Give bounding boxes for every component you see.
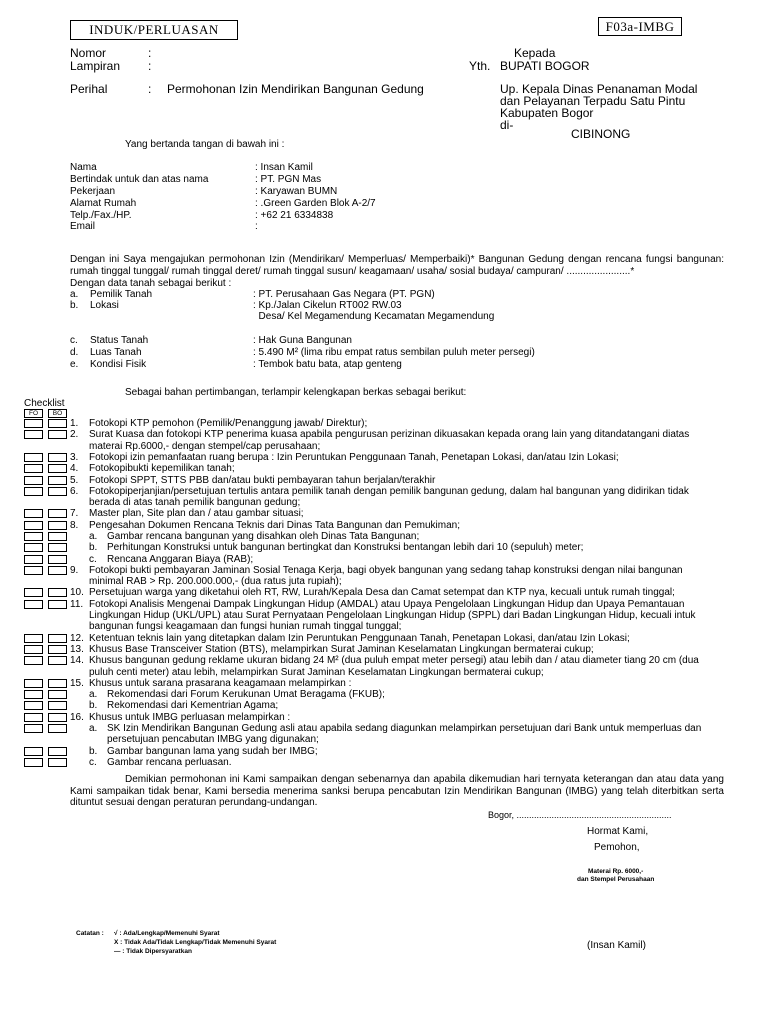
checkbox-fo xyxy=(24,509,43,518)
checkbox-fo xyxy=(24,430,43,439)
item-number: c. xyxy=(89,757,97,768)
checkbox-bo xyxy=(48,724,67,733)
checkbox-fo xyxy=(24,464,43,473)
checkbox-bo xyxy=(48,509,67,518)
item-text: Fotokopiperjanjian/persetujuan tertulis antara pemilik tanah dengan pemilik bangunan gedung, dalam hal bangunan yang didirikan tidak xyxy=(89,486,689,497)
checkbox-bo xyxy=(48,566,67,575)
item-text: Fotokopi izin pemanfaatan ruang berupa : Izin Peruntukan Penggunaan Tanah, Penetapan Lokasi, dan/atau Izin Lokasi; xyxy=(89,452,619,463)
form-code-label: F03a-IMBG xyxy=(605,19,675,34)
land-value: : Kp./Jalan Cikelun RT002 RW.03 xyxy=(253,300,402,311)
checkbox-fo xyxy=(24,747,43,756)
land-label: Luas Tanah xyxy=(90,347,142,358)
land-letter: b. xyxy=(70,300,79,311)
bo-header-box xyxy=(48,409,67,418)
recipient-line2: dan Pelayanan Terpadu Satu Pintu xyxy=(500,94,686,108)
perihal-colon: : xyxy=(148,82,152,96)
land-value: : Tembok batu bata, atap genteng xyxy=(253,359,402,370)
checkbox-fo xyxy=(24,758,43,767)
land-label: Kondisi Fisik xyxy=(90,359,147,370)
checkbox-bo xyxy=(48,634,67,643)
recipient-line4: di- xyxy=(500,118,514,132)
item-text: Khusus untuk sarana prasarana keagamaan melampirkan : xyxy=(89,678,352,689)
item-number: 5. xyxy=(70,475,79,486)
applicant-label: Nama xyxy=(70,162,97,173)
land-value: : Hak Guna Bangunan xyxy=(253,335,352,346)
checklist-title: Checklist xyxy=(24,398,65,409)
land-label: Status Tanah xyxy=(90,335,149,346)
land-label: Lokasi xyxy=(90,300,119,311)
item-text: minimal RAB > Rp. 200.000.000,- (dua ratus juta rupiah); xyxy=(89,576,342,587)
item-text: Pengesahan Dokumen Rencana Teknis dari Dinas Tata Bangunan dan Pemukiman; xyxy=(89,520,460,531)
checkbox-bo xyxy=(48,690,67,699)
item-number: 14. xyxy=(70,655,84,666)
item-text: Surat Kuasa dan fotokopi KTP penerima kuasa apabila pengurusan perizinan dikuasakan kepada orang lain yang ditandatangani diatas xyxy=(89,429,690,440)
role-text: Pemohon, xyxy=(594,842,640,853)
checkbox-bo xyxy=(48,532,67,541)
applicant-value: : xyxy=(255,221,258,232)
checkbox-fo xyxy=(24,419,43,428)
applicant-label: Email xyxy=(70,221,96,232)
item-text: Perhitungan Konstruksi untuk bangunan bertingkat dan Konstruksi bentangan lebih dari 10 (sepuluh) meter; xyxy=(107,542,584,553)
checkbox-bo xyxy=(48,453,67,462)
applicant-label: Alamat Rumah xyxy=(70,198,137,209)
item-text: Fotokopibukti kepemilikan tanah; xyxy=(89,463,235,474)
item-text: Rekomendasi dari Kementrian Agama; xyxy=(107,700,279,711)
recipient-line3: Kabupaten Bogor xyxy=(500,106,594,120)
stamp-line2: dan Stempel Perusahaan xyxy=(577,876,655,883)
checkbox-bo xyxy=(48,645,67,654)
item-number: 16. xyxy=(70,712,84,723)
item-text: bangunan fungsi keagamaan dan fungsi hunian rumah tinggal tunggal; xyxy=(89,621,402,632)
item-number: 2. xyxy=(70,429,79,440)
checkbox-bo xyxy=(48,679,67,688)
land-letter: d. xyxy=(70,347,79,358)
item-text: Fotokopi bukti pembayaran Jaminan Sosial Tenaga Kerja, bagi obyek bangunan yang sedang tahap konstruksi dengan nilai bangunan xyxy=(89,565,683,576)
notes-line1: √ : Ada/Lengkap/Memenuhi Syarat xyxy=(114,930,220,937)
item-number: 9. xyxy=(70,565,79,576)
item-text: Master plan, Site plan dan / atau gambar situasi; xyxy=(89,508,304,519)
item-number: a. xyxy=(89,723,98,734)
checkbox-fo xyxy=(24,555,43,564)
item-number: 8. xyxy=(70,520,79,531)
item-text: Khusus Base Transceiver Station (BTS), melampirkan Surat Jaminan Keselamatan Lingkungan bermaterai cukup; xyxy=(89,644,594,655)
item-number: 3. xyxy=(70,452,79,463)
applicant-value: : Karyawan BUMN xyxy=(255,186,338,197)
kepada-label: Kepada xyxy=(514,46,556,60)
item-number: 15. xyxy=(70,678,84,689)
land-letter: e. xyxy=(70,359,79,370)
applicant-label: Telp./Fax./HP. xyxy=(70,210,132,221)
item-text: persetujuan pencabutan IMBG yang digunakan; xyxy=(107,734,319,745)
item-number: a. xyxy=(89,689,98,700)
checkbox-fo xyxy=(24,588,43,597)
checkbox-fo xyxy=(24,713,43,722)
recipient-city: CIBINONG xyxy=(571,127,631,141)
checkbox-bo xyxy=(48,476,67,485)
item-number: b. xyxy=(89,700,98,711)
item-number: 10. xyxy=(70,587,84,598)
attachments-intro: Sebagai bahan pertimbangan, terlampir kelengkapan berkas sebagai berikut: xyxy=(125,387,467,398)
stamp-line1: Materai Rp. 6000,- xyxy=(588,868,644,875)
checkbox-bo xyxy=(48,713,67,722)
closing-paragraph: Demikian permohonan ini Kami sampaikan dengan sebenarnya dan apabila dikemudian hari ternyata keterangan dan atau data yang Kami sampaikan tidak benar, Kami bersedia menerima sanksi berupa pencabutan Izin Mendirikan Bangunan (IMBG) yang telah diterbitkan serta dituntut sesuai dengan peraturan perundang-undangan. xyxy=(70,774,724,809)
checkbox-bo xyxy=(48,701,67,710)
form-type-label: INDUK/PERLUASAN xyxy=(89,22,219,37)
land-letter: a. xyxy=(70,289,79,300)
recipient-line1: Up. Kepala Dinas Penanaman Modal xyxy=(500,82,698,96)
item-number: c. xyxy=(89,554,97,565)
item-text: berada di atas tanah pemilik bangunan gedung; xyxy=(89,497,301,508)
checkbox-fo xyxy=(24,634,43,643)
checkbox-bo xyxy=(48,747,67,756)
applicant-value: : PT. PGN Mas xyxy=(255,174,322,185)
applicant-value: : Insan Kamil xyxy=(255,162,313,173)
checkbox-fo xyxy=(24,690,43,699)
checkbox-fo xyxy=(24,645,43,654)
checkbox-fo xyxy=(24,487,43,496)
notes-line3: — : Tidak Dipersyaratkan xyxy=(114,948,192,955)
land-value: : 5.490 M² (lima ribu empat ratus sembilan puluh meter persegi) xyxy=(253,347,535,358)
checkbox-fo xyxy=(24,656,43,665)
item-text: Persetujuan warga yang diketahui oleh RT, RW, Lurah/Kepala Desa dan Camat setempat dan KTP nya, kecuali untuk rumah tinggal; xyxy=(89,587,675,598)
perihal-label: Perihal xyxy=(70,82,108,96)
checkbox-bo xyxy=(48,758,67,767)
perihal-value: Permohonan Izin Mendirikan Bangunan Gedung xyxy=(167,82,424,96)
item-text: materai Rp.6000,- dengan stempel/cap perusahaan; xyxy=(89,441,321,452)
form-code-box xyxy=(598,17,682,36)
checkbox-bo xyxy=(48,600,67,609)
item-number: 11. xyxy=(70,599,84,610)
fo-header-box xyxy=(24,409,43,418)
lampiran-label: Lampiran xyxy=(70,59,121,73)
checkbox-bo xyxy=(48,555,67,564)
checkbox-fo xyxy=(24,543,43,552)
item-text: Khusus untuk IMBG perluasan melampirkan : xyxy=(89,712,291,723)
item-text: Rencana Anggaran Biaya (RAB); xyxy=(107,554,254,565)
fo-header: FO xyxy=(28,410,39,417)
request-paragraph: Dengan ini Saya mengajukan permohonan Izin (Mendirikan/ Memperluas/ Memperbaiki)* Bangunan Gedung dengan rencana fungsi bangunan: rumah tinggal tunggal/ rumah tinggal deret/ rumah tinggal susun/ keagamaan/ usaha/ sosial budaya/ campuran/ .......................* xyxy=(70,254,724,277)
checkbox-fo xyxy=(24,600,43,609)
item-number: 7. xyxy=(70,508,79,519)
item-number: b. xyxy=(89,542,98,553)
lampiran-colon: : xyxy=(148,59,152,73)
notes-line2: X : Tidak Ada/Tidak Lengkap/Tidak Memenuhi Syarat xyxy=(114,939,277,946)
notes-label: Catatan : xyxy=(76,930,104,937)
place-date: Bogor, .............................................................. xyxy=(488,810,672,820)
item-text: Gambar rencana perluasan. xyxy=(107,757,232,768)
nomor-colon: : xyxy=(148,46,152,60)
checkbox-fo xyxy=(24,476,43,485)
checkbox-fo xyxy=(24,532,43,541)
item-number: 1. xyxy=(70,418,79,429)
checkbox-fo xyxy=(24,679,43,688)
checkbox-bo xyxy=(48,588,67,597)
item-text: Lingkungan Hidup (UKL/UPL) atau Surat Pernyataan Pengelolaan Lingkungan Hidup (SPPL) dari Badan Lingkungan Hidup, kecuali intuk xyxy=(89,610,696,621)
item-number: 4. xyxy=(70,463,79,474)
item-text: Gambar bangunan lama yang sudah ber IMBG; xyxy=(107,746,318,757)
checkbox-bo xyxy=(48,543,67,552)
checkbox-fo xyxy=(24,701,43,710)
regards-text: Hormat Kami, xyxy=(587,826,649,837)
item-text: Khusus bangunan gedung reklame ukuran bidang 24 M² (dua puluh empat meter persegi) atau lebih dan / atau diameter tiang 20 cm (dua xyxy=(89,655,699,666)
checkbox-bo xyxy=(48,464,67,473)
checkbox-fo xyxy=(24,521,43,530)
item-text: Fotokopi KTP pemohon (Pemilik/Penanggung jawab/ Direktur); xyxy=(89,418,368,429)
item-text: puluh centi meter) atau lebih, melampirkan Surat Jaminan Keselamatan Lingkungan bermaterai cukup; xyxy=(89,667,544,678)
applicant-value: : .Green Garden Blok A-2/7 xyxy=(255,198,376,209)
item-number: 6. xyxy=(70,486,79,497)
signatory-name: (Insan Kamil) xyxy=(587,940,646,951)
checkbox-fo xyxy=(24,453,43,462)
bo-header: BO xyxy=(52,410,63,417)
item-number: 12. xyxy=(70,633,84,644)
checkbox-bo xyxy=(48,521,67,530)
nomor-label: Nomor xyxy=(70,46,107,60)
land-label: Pemilik Tanah xyxy=(90,289,153,300)
form-type-box xyxy=(70,20,238,40)
applicant-label: Pekerjaan xyxy=(70,186,116,197)
item-text: SK Izin Mendirikan Bangunan Gedung asli atau apabila sedang diagunkan melampirkan persetujuan dari Bank untuk memperluas dan xyxy=(107,723,702,734)
checkbox-bo xyxy=(48,656,67,665)
land-value: Desa/ Kel Megamendung Kecamatan Megamendung xyxy=(253,311,495,322)
item-text: Fotokopi SPPT, STTS PBB dan/atau bukti pembayaran tahun berjalan/terakhir xyxy=(89,475,436,486)
applicant-label: Bertindak untuk dan atas nama xyxy=(70,174,209,185)
item-number: 13. xyxy=(70,644,84,655)
item-number: b. xyxy=(89,746,98,757)
intro-text: Yang bertanda tangan di bawah ini : xyxy=(125,139,285,150)
land-value: : PT. Perusahaan Gas Negara (PT. PGN) xyxy=(253,289,435,300)
item-text: Rekomendasi dari Forum Kerukunan Umat Beragama (FKUB); xyxy=(107,689,385,700)
yth-label: Yth. xyxy=(469,59,491,73)
item-text: Gambar rencana bangunan yang disahkan oleh Dinas Tata Bangunan; xyxy=(107,531,420,542)
checkbox-fo xyxy=(24,724,43,733)
checkbox-bo xyxy=(48,487,67,496)
checkbox-fo xyxy=(24,566,43,575)
item-text: Fotokopi Analisis Mengenai Dampak Lingkungan Hidup (AMDAL) atau Upaya Pengelolaan Lingkungan Hidup dan Upaya Pemantauan xyxy=(89,599,685,610)
recipient-name: BUPATI BOGOR xyxy=(500,59,590,73)
checkbox-bo xyxy=(48,430,67,439)
item-number: a. xyxy=(89,531,98,542)
item-text: Ketentuan teknis lain yang ditetapkan dalam Izin Peruntukan Penggunaan Tanah, Penetapan Lokasi, dan/atau Izin Lokasi; xyxy=(89,633,630,644)
checkbox-bo xyxy=(48,419,67,428)
applicant-value: : +62 21 6334838 xyxy=(255,210,334,221)
land-letter: c. xyxy=(70,335,78,346)
land-intro: Dengan data tanah sebagai berikut : xyxy=(70,278,232,289)
